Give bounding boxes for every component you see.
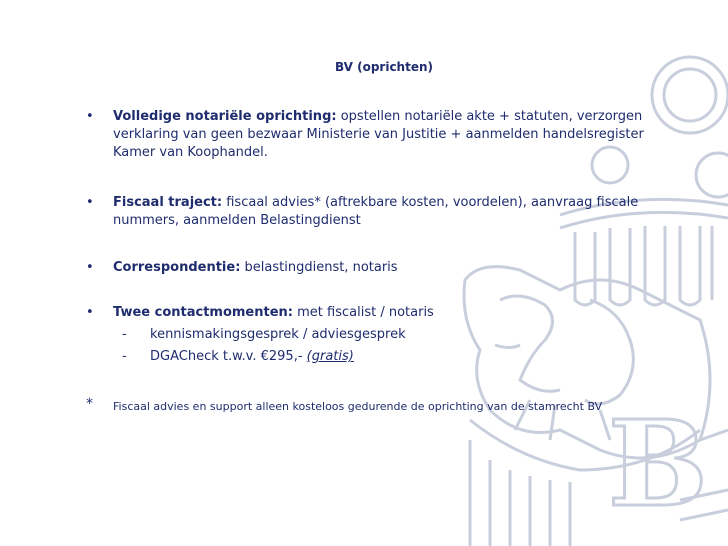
- bullet-heading: Twee contactmomenten:: [113, 305, 293, 320]
- bullet-text: opstellen notariële akte + statuten, verzorgen verklaring van geen bezwaar Ministerie van Justitie + aanmelden handelsregister Kamer van Koophandel.: [113, 109, 644, 160]
- subitem-dash: -: [122, 327, 127, 342]
- bullet-heading: Fiscaal traject:: [113, 195, 223, 210]
- bullet-text: met fiscalist / notaris: [293, 305, 434, 320]
- bullet-heading: Correspondentie:: [113, 260, 241, 275]
- bullet-text: fiscaal advies* (aftrekbare kosten, voordelen), aanvraag fiscale nummers, aanmelden Belastingdienst: [113, 195, 639, 228]
- bullet-item-correspondentie: [113, 259, 653, 277]
- bullet-marker: •: [86, 195, 94, 210]
- subitem-kennismakingsgesprek: kennismakingsgesprek / adviesgesprek: [150, 327, 406, 342]
- subitem-dash: -: [122, 349, 127, 364]
- bullet-text: belastingdienst, notaris: [240, 260, 398, 275]
- bullet-marker: •: [86, 260, 94, 275]
- slide-title: BV (oprichten): [334, 60, 434, 74]
- bullet-item-contactmomenten: [113, 304, 653, 322]
- bullet-item-fiscaal-traject: [113, 194, 653, 230]
- bullet-heading: Volledige notariële oprichting:: [113, 109, 337, 124]
- subitem-text: DGACheck t.w.v. €295,-: [150, 349, 307, 364]
- subitem-dgacheck: [150, 348, 354, 366]
- footnote-marker: *: [86, 396, 93, 412]
- bullet-marker: •: [86, 305, 94, 320]
- bullet-item-notariele-oprichting: [113, 108, 653, 162]
- watermark-letter-b: B: [608, 394, 708, 533]
- bullet-marker: •: [86, 109, 94, 124]
- footnote-text: Fiscaal advies en support alleen kosteloos gedurende de oprichting van de stamrecht BV: [113, 400, 603, 413]
- gratis-emphasis: (gratis): [306, 349, 354, 364]
